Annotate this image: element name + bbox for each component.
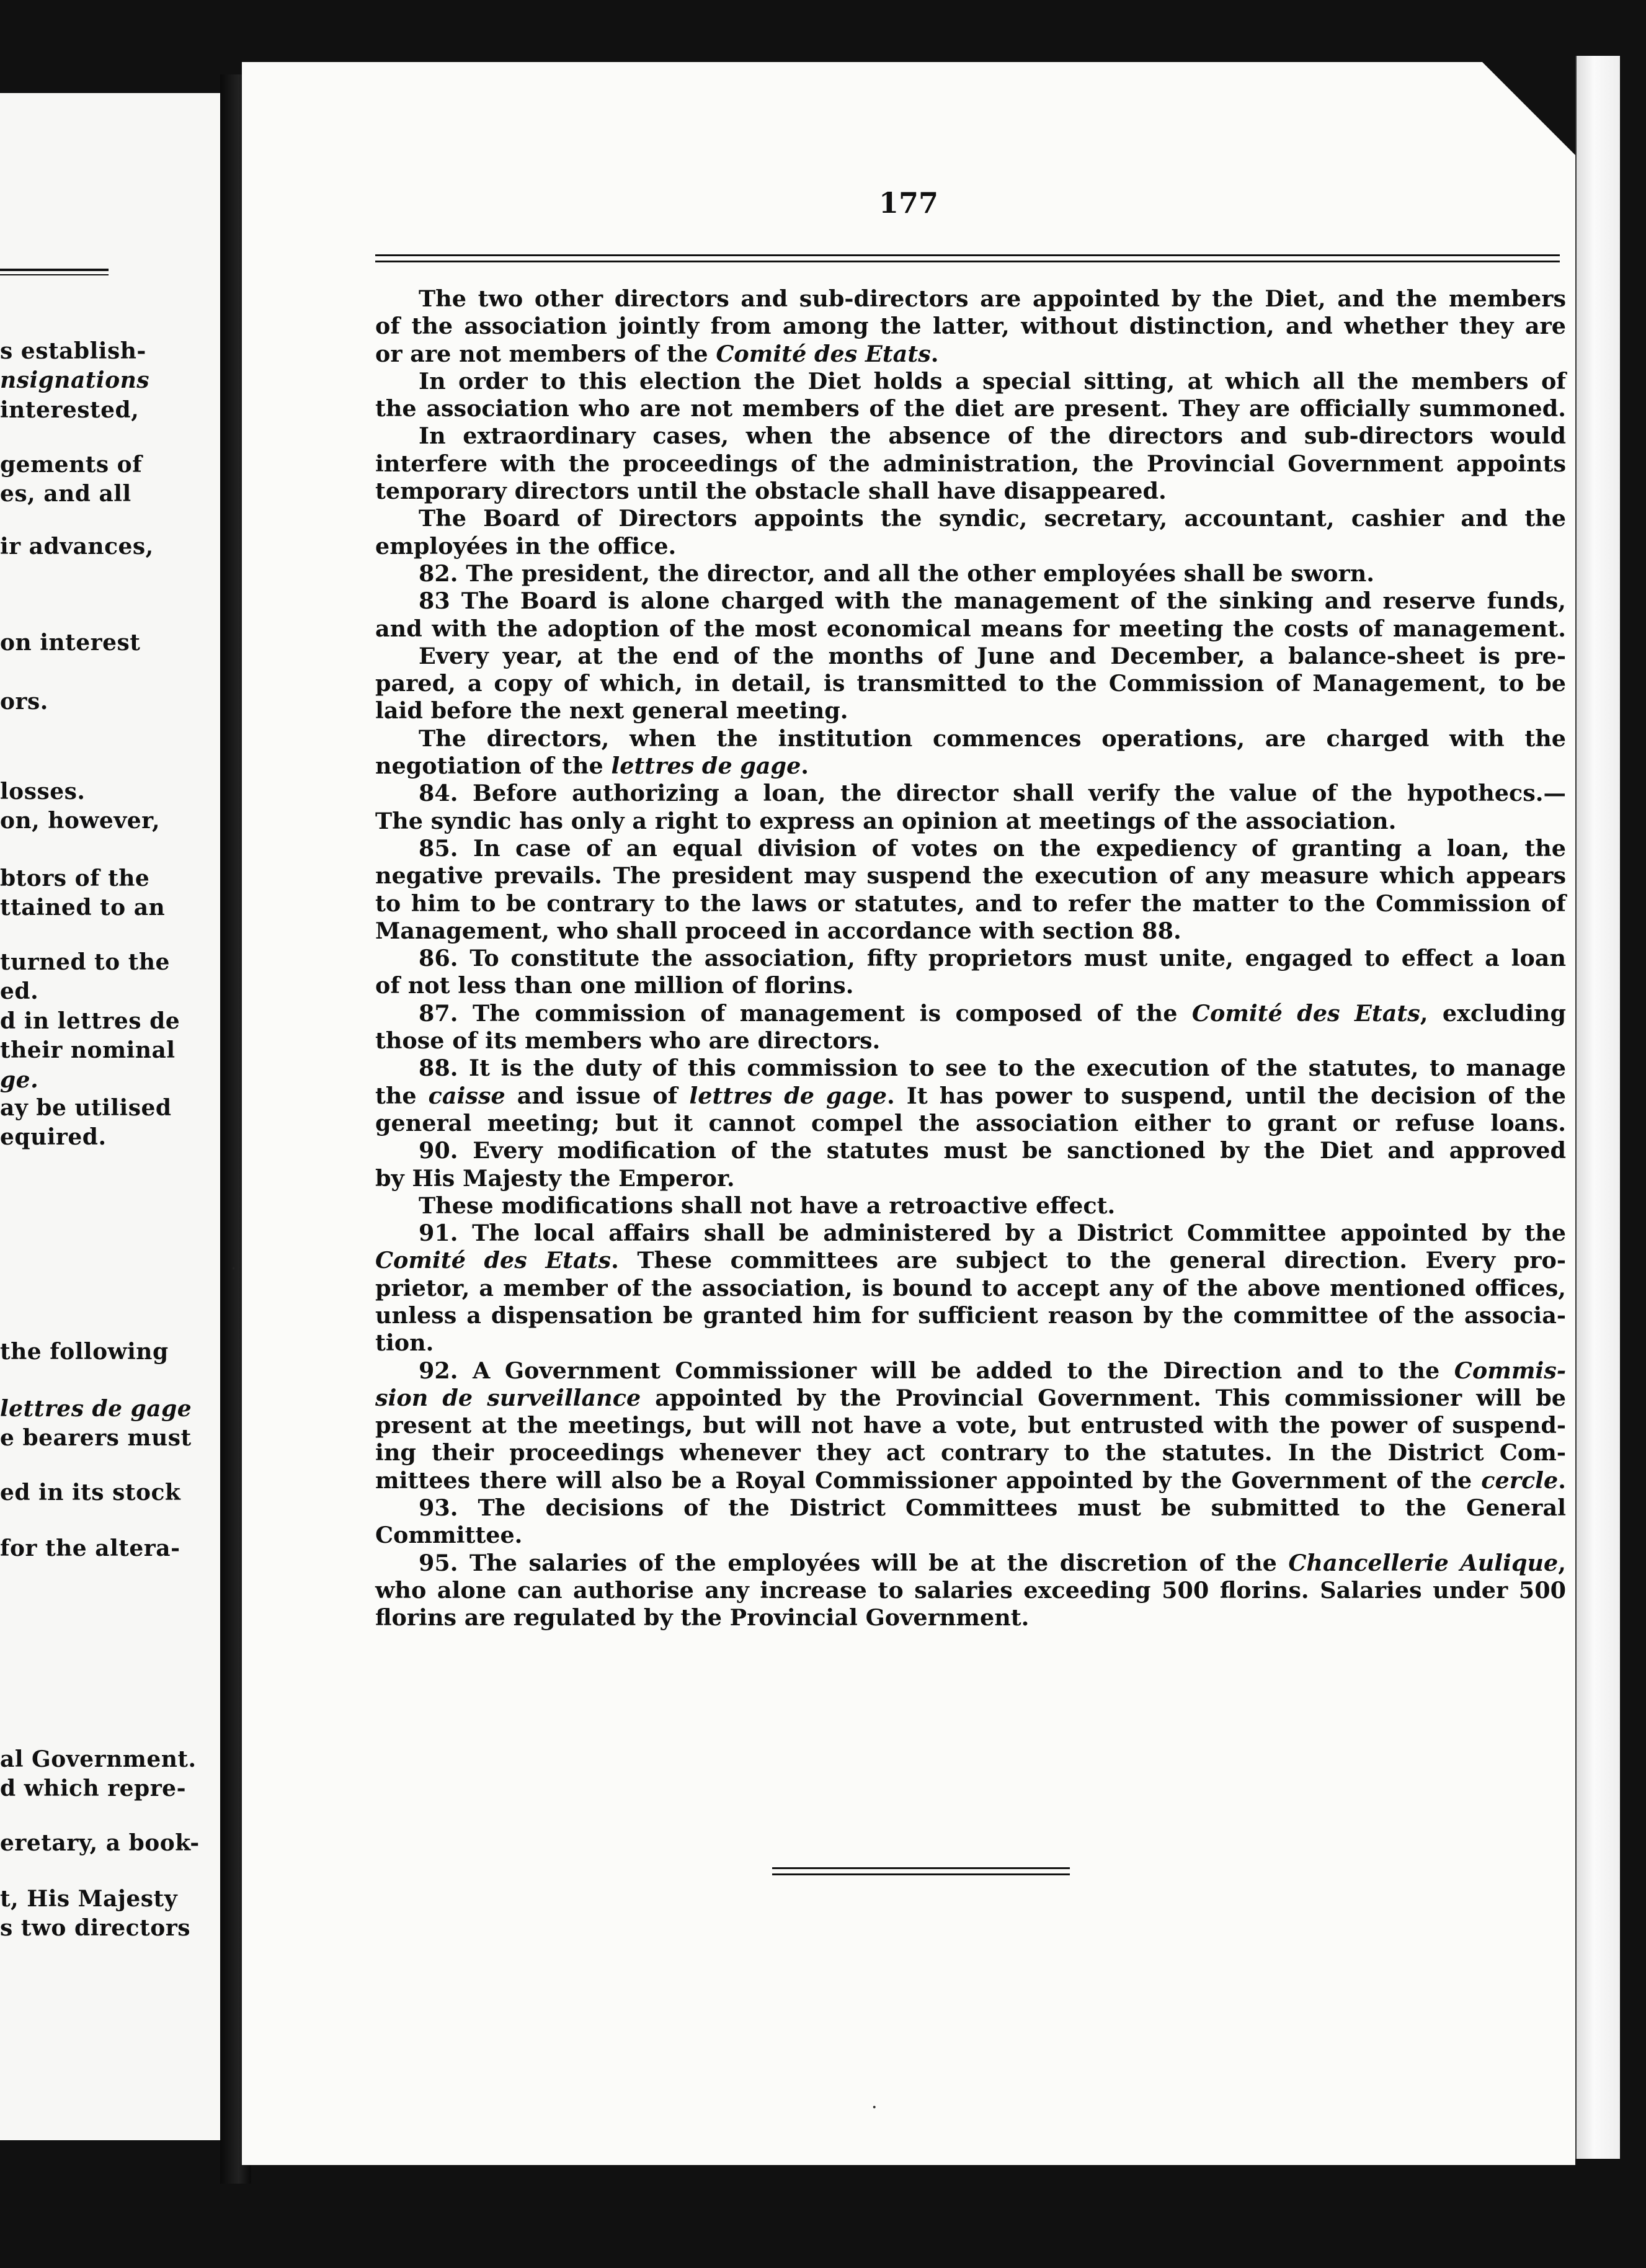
left-fragment: turned to the	[0, 949, 170, 975]
text-line: These modifications shall not have a retroactive effect.	[419, 1192, 1116, 1219]
text-line: sion de surveillance appointed by the Provincial Government. This commissioner will be	[375, 1384, 1566, 1411]
text-line: Management, who shall proceed in accordance with section 88.	[375, 917, 1181, 944]
text-line: the association who are not members of the diet are present. They are officially summoned.	[375, 395, 1566, 422]
body-text	[375, 285, 1566, 1632]
page-edge	[1575, 56, 1620, 2159]
text-line: 88. It is the duty of this commission to see to the execution of the statutes, to manage	[419, 1055, 1566, 1082]
speck-mark: ·	[231, 1258, 237, 1280]
text-line: tion.	[375, 1329, 434, 1357]
header-rule	[375, 254, 1560, 262]
text-line: the caisse and issue of lettres de gage. It has power to suspend, until the decision of the	[375, 1082, 1567, 1109]
text-line: laid before the next general meeting.	[375, 697, 848, 725]
left-fragment: e bearers must	[0, 1425, 192, 1451]
text-line: employées in the office.	[375, 532, 677, 560]
previous-page-edge	[0, 93, 220, 2140]
left-fragment: d in lettres de	[0, 1008, 180, 1034]
left-fragment: s establish-	[0, 338, 146, 364]
text-line: 82. The president, the director, and all the other employées shall be sworn.	[419, 560, 1375, 587]
text-line: general meeting; but it cannot compel the association either to grant or refuse loans.	[375, 1109, 1566, 1136]
text-line: or are not members of the Comité des Etats.	[375, 340, 939, 367]
text-line: ing their proceedings whenever they act contrary to the statutes. In the District Com-	[375, 1439, 1566, 1467]
text-line: 85. In case of an equal division of votes on the expediency of granting a loan, the	[419, 834, 1566, 862]
text-line: In extraordinary cases, when the absence of the directors and sub-directors would	[419, 422, 1566, 450]
left-fragment: es, and all	[0, 481, 131, 507]
text-line: of the association jointly from among the latter, without distinction, and whether they are	[375, 313, 1566, 340]
text-line: temporary directors until the obstacle shall have disappeared.	[375, 478, 1167, 505]
text-line: mittees there will also be a Royal Commissioner appointed by the Government of the cercle.	[375, 1467, 1566, 1494]
left-fragment: ttained to an	[0, 895, 166, 921]
text-line: In order to this election the Diet holds a special sitting, at which all the members of	[419, 367, 1566, 395]
text-line: The directors, when the institution commences operations, are charged with the	[419, 725, 1566, 752]
left-fragment: nsignations	[0, 367, 150, 393]
text-line: 86. To constitute the association, fifty proprietors must unite, engaged to effect a loan	[419, 945, 1566, 972]
text-line: and with the adoption of the most economical means for meeting the costs of management.	[375, 615, 1566, 642]
text-line: 93. The decisions of the District Committees must be submitted to the General	[419, 1494, 1566, 1522]
left-fragment: ge.	[0, 1067, 39, 1093]
page-number: 177	[878, 186, 939, 220]
left-fragment: ed in its stock	[0, 1480, 181, 1506]
left-fragment: s two directors	[0, 1915, 190, 1941]
text-line: present at the meetings, but will not have a vote, but entrusted with the power of suspend-	[375, 1412, 1566, 1439]
text-line: by His Majesty the Emperor.	[375, 1164, 735, 1192]
left-fragment: ors.	[0, 689, 48, 715]
left-fragment: on interest	[0, 630, 141, 656]
left-fragment: ay be utilised	[0, 1095, 172, 1121]
left-fragment: for the altera-	[0, 1535, 180, 1561]
speck-mark: ·	[871, 2097, 878, 2118]
text-line: The syndic has only a right to express an opinion at meetings of the association.	[375, 807, 1397, 834]
closing-rule	[772, 1867, 1070, 1875]
left-page-rule	[0, 269, 109, 275]
text-line: prietor, a member of the association, is bound to accept any of the above mentioned offices,	[375, 1274, 1566, 1301]
corner-fold	[1482, 62, 1575, 155]
text-line: pared, a copy of which, in detail, is transmitted to the Commission of Management, to be	[375, 670, 1566, 697]
text-line: The two other directors and sub-directors are appointed by the Diet, and the members	[419, 285, 1566, 312]
text-line: Committee.	[375, 1522, 523, 1549]
text-line: Comité des Etats. These committees are subject to the general direction. Every pro-	[375, 1247, 1566, 1274]
text-line: interfere with the proceedings of the administration, the Provincial Government appoints	[375, 450, 1566, 477]
text-line: Every year, at the end of the months of June and December, a balance-sheet is pre-	[419, 642, 1566, 669]
left-fragment: on, however,	[0, 808, 161, 834]
left-fragment: al Government.	[0, 1746, 197, 1772]
left-fragment: ir advances,	[0, 534, 154, 560]
left-fragment: lettres de gage	[0, 1396, 192, 1422]
left-fragment: d which repre-	[0, 1775, 187, 1801]
text-line: florins are regulated by the Provincial Government.	[375, 1604, 1030, 1632]
left-fragment: btors of the	[0, 865, 150, 891]
text-line: to him to be contrary to the laws or statutes, and to refer the matter to the Commission of	[375, 890, 1566, 917]
left-fragment: eretary, a book-	[0, 1830, 200, 1856]
text-line: 87. The commission of management is composed of the Comité des Etats, excluding	[419, 999, 1566, 1027]
text-line: 95. The salaries of the employées will be at the discretion of the Chancellerie Aulique,	[419, 1549, 1566, 1576]
text-line: negotiation of the lettres de gage.	[375, 752, 809, 780]
left-fragment: gements of	[0, 452, 143, 478]
left-fragment: t, His Majesty	[0, 1886, 178, 1912]
text-line: The Board of Directors appoints the syndic, secretary, accountant, cashier and the	[419, 505, 1566, 532]
text-line: 90. Every modification of the statutes must be sanctioned by the Diet and approved	[419, 1137, 1566, 1164]
text-line: negative prevails. The president may suspend the execution of any measure which appears	[375, 862, 1566, 890]
left-fragment: their nominal	[0, 1037, 176, 1063]
text-line: 92. A Government Commissioner will be added to the Direction and to the Commis-	[419, 1357, 1566, 1384]
left-fragment: ed.	[0, 978, 39, 1004]
left-fragment: equired.	[0, 1124, 107, 1150]
left-fragment: interested,	[0, 397, 140, 423]
text-line: 84. Before authorizing a loan, the director shall verify the value of the hypothecs.—	[419, 780, 1566, 807]
text-line: 91. The local affairs shall be administered by a District Committee appointed by the	[419, 1220, 1566, 1247]
text-line: unless a dispensation be granted him for sufficient reason by the committee of the associa-	[375, 1301, 1566, 1329]
document-page	[242, 62, 1575, 2165]
text-line: 83 The Board is alone charged with the management of the sinking and reserve funds,	[419, 587, 1566, 615]
text-line: of not less than one million of florins.	[375, 972, 854, 999]
text-line: those of its members who are directors.	[375, 1027, 881, 1055]
text-line: who alone can authorise any increase to salaries exceeding 500 florins. Salaries under 500	[375, 1576, 1566, 1604]
left-fragment: the following	[0, 1339, 169, 1365]
left-fragment: losses.	[0, 779, 86, 805]
